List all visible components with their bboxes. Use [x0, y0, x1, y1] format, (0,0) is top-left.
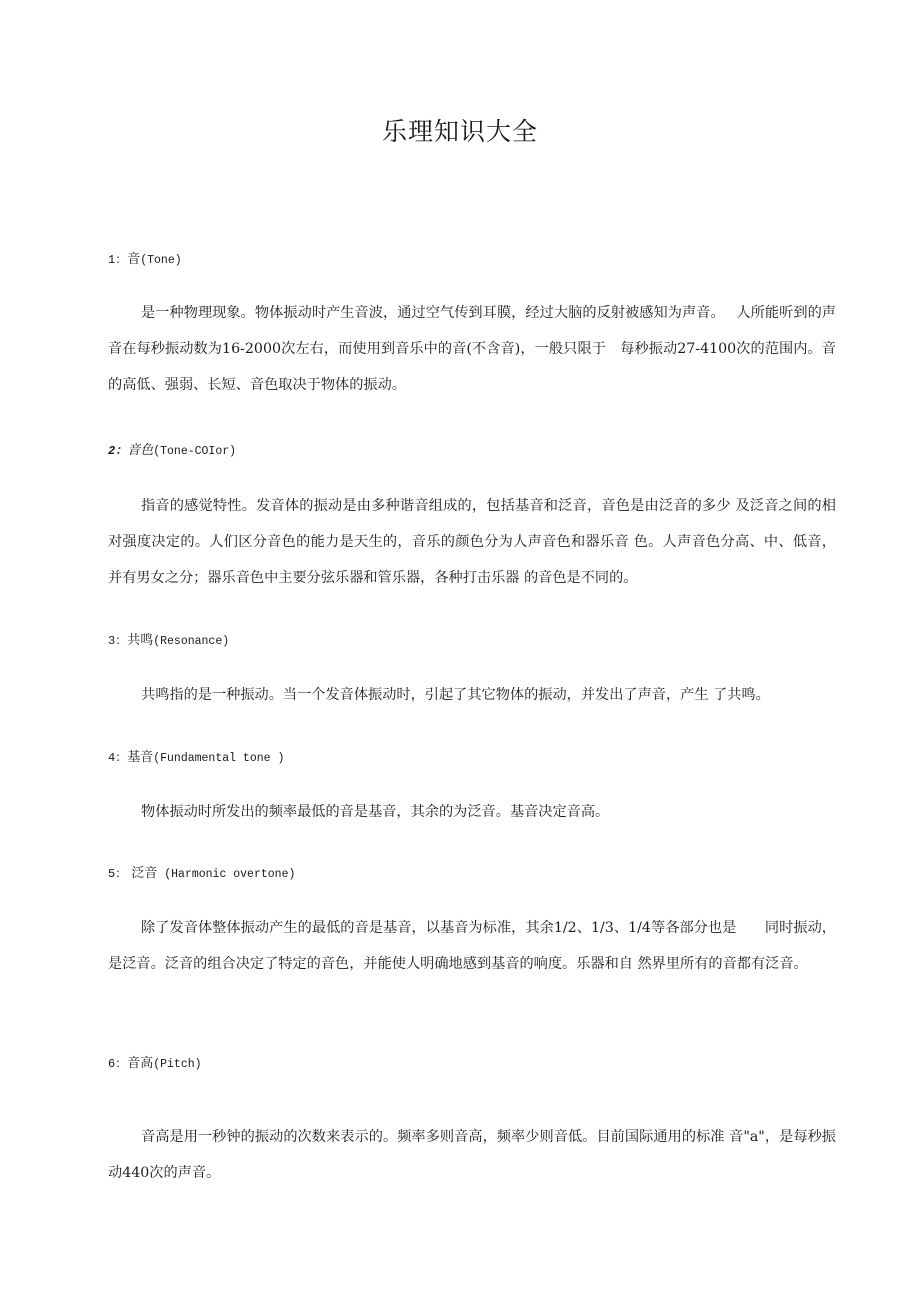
section-heading-pitch: [108, 1055, 202, 1074]
section-body-pitch: 音高是用一秒钟的振动的次数来表示的。频率多则音高，频率少则音低。目前国际通用的标准 音"a"，是每秒振动440次的声音。: [108, 1129, 836, 1181]
document-title: 乐理知识大全: [381, 117, 538, 146]
section-body-resonance: 共鸣指的是一种振动。当一个发音体振动时，引起了其它物体的振动，并发出了声音，产生 了共鸣。: [141, 687, 770, 703]
section-term: 基音: [127, 750, 154, 765]
section-term-english: (Pitch): [153, 1058, 202, 1071]
section-heading-tone-color: [108, 442, 236, 461]
section-number: 4：: [108, 751, 128, 765]
section-term-english: (Harmonic overtone): [157, 868, 296, 881]
section-body-fundamental-tone: 物体振动时所发出的频率最低的音是基音，其余的为泛音。基音决定音高。: [141, 804, 610, 820]
section-term: 泛音: [127, 866, 158, 881]
section-term-english: (Resonance): [153, 635, 230, 648]
section-heading-tone: [108, 251, 182, 270]
section-term-english: (Tone-COIor): [153, 445, 237, 458]
section-heading-fundamental-tone: [108, 749, 284, 768]
section-term: 音高: [127, 1056, 154, 1071]
section-term-english: (Fundamental tone ): [153, 752, 285, 765]
section-term-english: (Tone): [140, 254, 182, 267]
section-body-harmonic-overtone: 除了发音体整体振动产生的最低的音是基音，以基音为标准，其余1/2、1/3、1/4等各部分也是 同时振动，是泛音。泛音的组合决定了特定的音色，并能使人明确地感到基音的响度。乐器和自 然界里所有的音都有泛音。: [108, 920, 836, 972]
section-term: 共鸣: [127, 633, 154, 648]
section-term: 音: [127, 252, 141, 267]
section-number: 1：: [108, 253, 128, 267]
section-term: 音色: [127, 443, 154, 458]
section-number: 2：: [108, 444, 128, 458]
section-number: 5：: [108, 867, 128, 881]
section-number: 3：: [108, 634, 128, 648]
section-heading-resonance: [108, 632, 229, 651]
section-body-tone-color: 指音的感觉特性。发音体的振动是由多种谐音组成的，包括基音和泛音，音色是由泛音的多少 及泛音之间的相对强度决定的。人们区分音色的能力是天生的，音乐的颜色分为人声音色和器乐音 色。人声音色分高、中、低音，并有男女之分；器乐音色中主要分弦乐器和管乐器，各种打击乐器 的音色是不同的。: [108, 498, 836, 586]
section-body-tone: 是一种物理现象。物体振动时产生音波，通过空气传到耳膜，经过大脑的反射被感知为声音。 人所能听到的声音在每秒振动数为16-2000次左右，而使用到音乐中的音(不含音)，一般只限于 每秒振动27-4100次的范围内。音的高低、强弱、长短、音色取决于物体的振动。: [108, 305, 836, 393]
section-heading-harmonic-overtone: [108, 865, 295, 884]
section-number: 6：: [108, 1057, 128, 1071]
